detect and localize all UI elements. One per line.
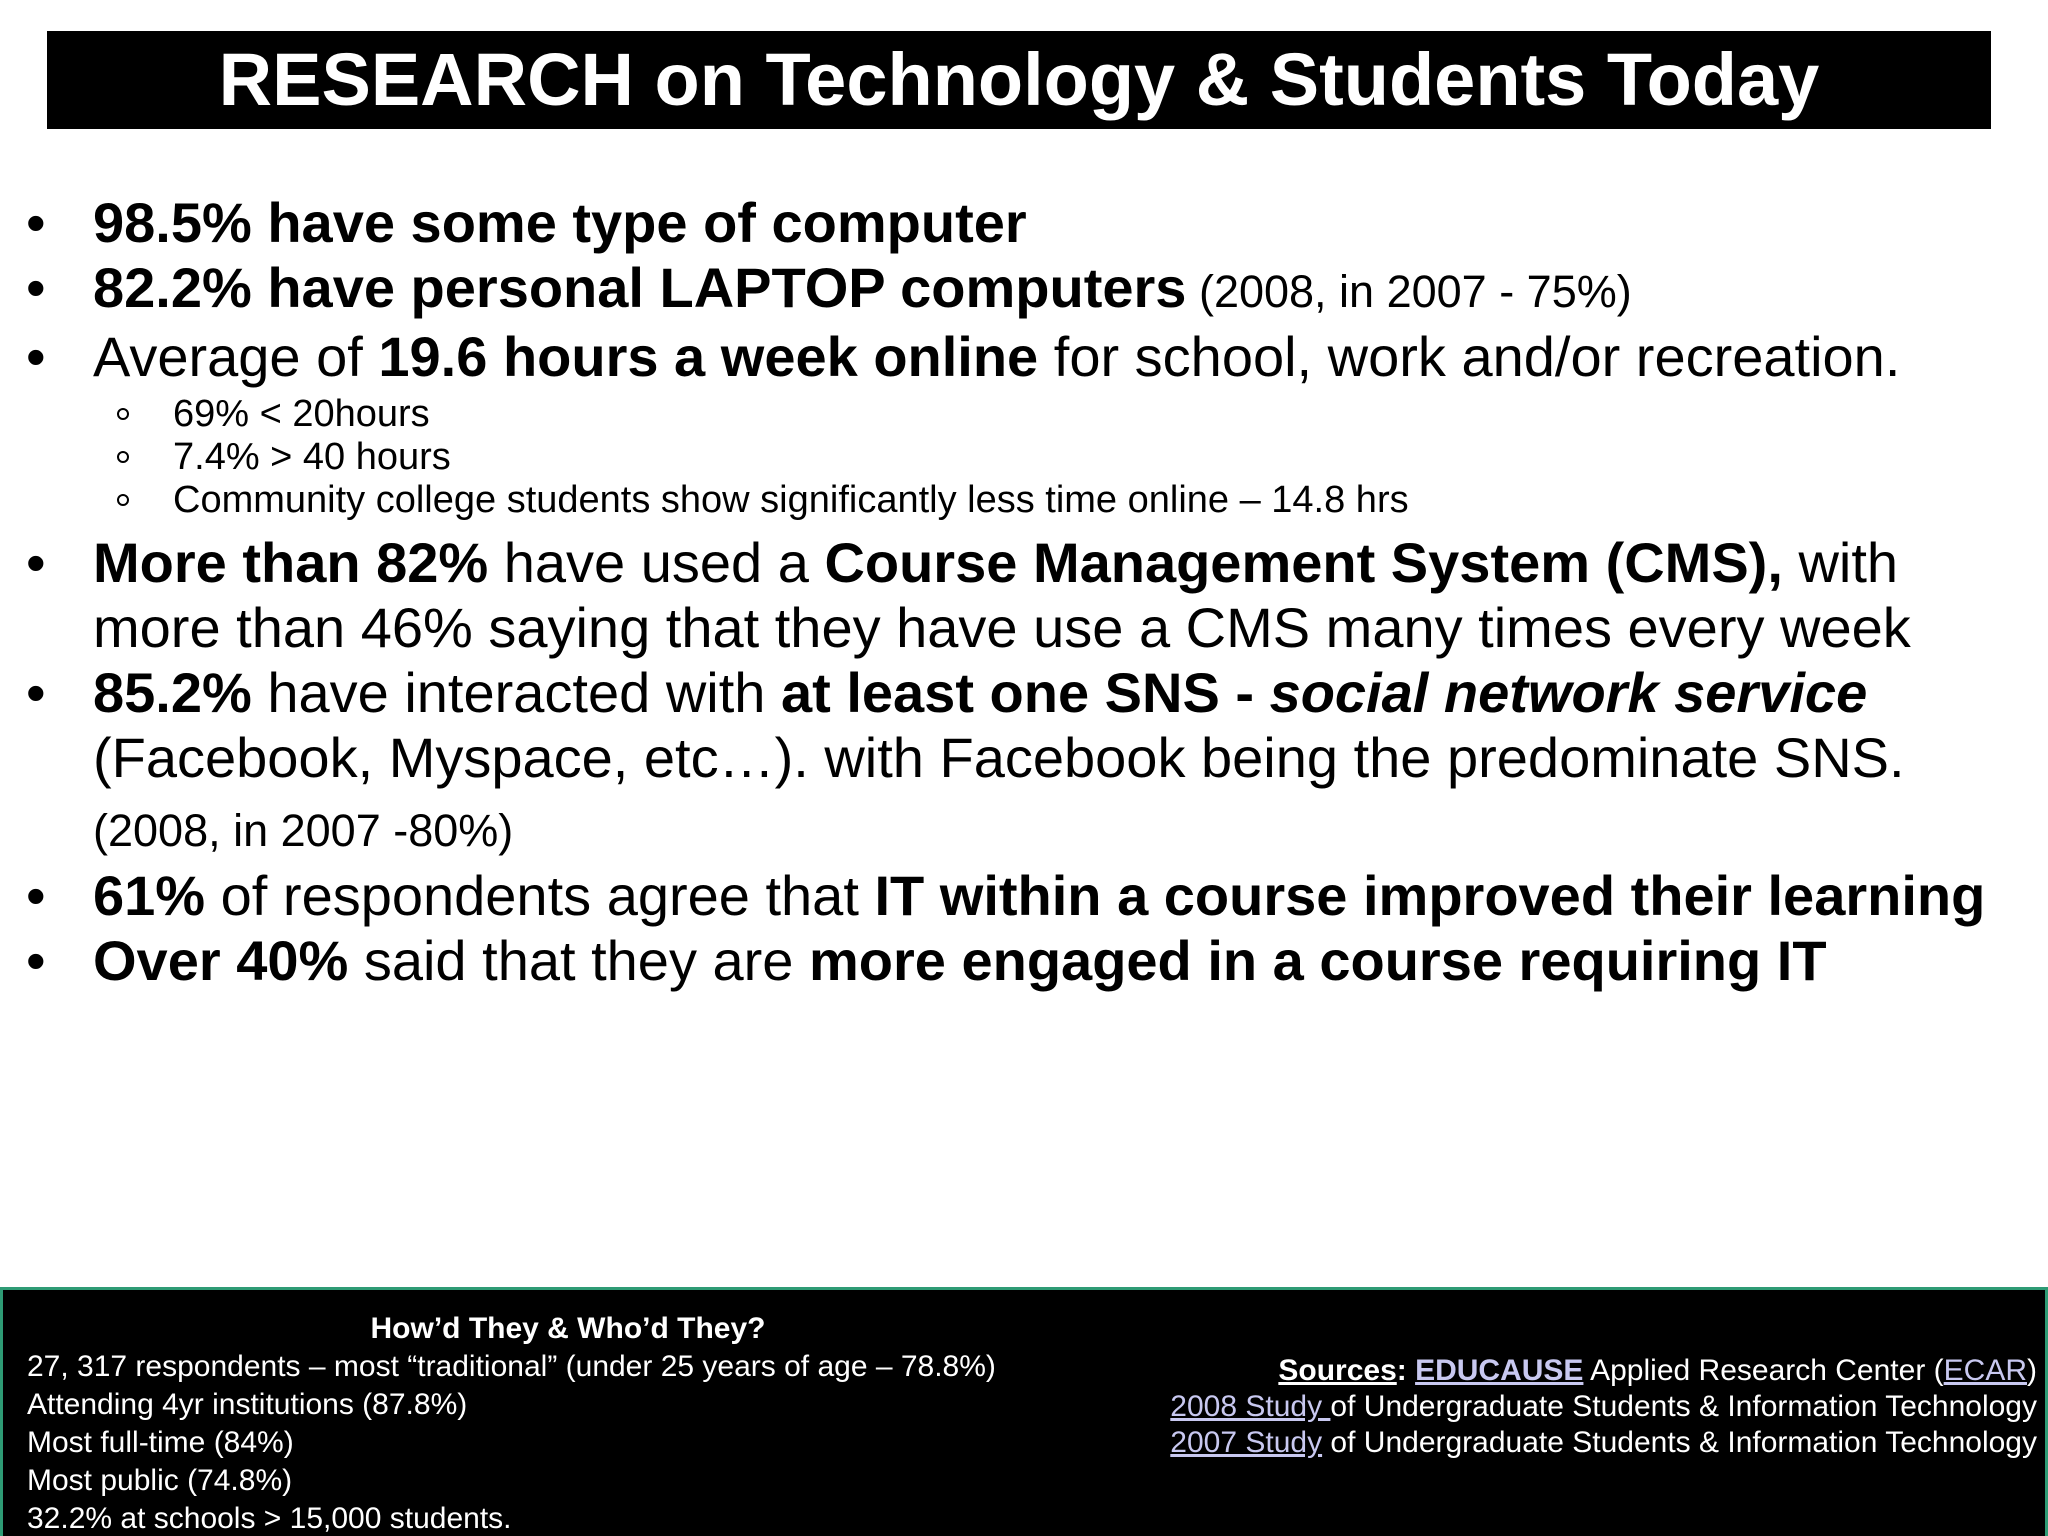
sources-colon: : [1396,1354,1416,1387]
bullet-computer [0,190,2040,255]
bullet-text: have interacted with [251,661,781,724]
methodology-heading: How’d They & Who’d They? [370,1312,766,1345]
title-bar [47,31,1991,129]
sub-item-text: 69% < 20hours [173,393,430,435]
educause-link[interactable]: EDUCAUSE [1415,1354,1584,1387]
bullet-emphasis: 61% [93,864,206,927]
bullet-engaged [0,928,2040,993]
sources-text: of Undergraduate Students & Information Technology [1322,1426,2037,1459]
bullet-text: 98.5% have some type of computer [93,191,1027,254]
circle-bullet-icon [117,451,129,463]
bullet-note: (2008, in 2007 - 75%) [1186,266,1632,317]
bullet-emphasis: Course Management System (CMS), [824,531,1783,594]
bullet-list [0,190,2040,993]
bullet-cms [0,530,2040,660]
ecar-link[interactable]: ECAR [1943,1354,2027,1387]
sub-item-text: Community college students show significantly less time online – 14.8 hrs [173,479,1409,521]
sub-item [93,479,2040,522]
bullet-text: 82.2% have personal LAPTOP computers [93,256,1187,319]
sources-line [1170,1425,2037,1461]
bullet-dot: • [26,531,46,594]
bullet-note: (2008, in 2007 -80%) [93,805,514,856]
bullet-it-learning [0,863,2040,928]
bullet-dot: • [26,929,46,992]
bullet-emphasis: More than 82% [93,531,489,594]
circle-bullet-icon [117,494,129,506]
bullet-text: of respondents agree that [205,864,875,927]
bullet-emphasis: Over 40% [93,929,349,992]
circle-bullet-icon [117,408,129,420]
bullet-dot: • [26,256,46,319]
methodology-line: 32.2% at schools > 15,000 students. [27,1502,512,1535]
sub-item [93,436,2040,479]
slide-title: RESEARCH on Technology & Students Today [218,38,1820,121]
study-2007-link[interactable]: 2007 Study [1170,1426,1323,1459]
sources-line [1170,1353,2037,1389]
sources-block [1170,1353,2037,1461]
bullet-text: have used a [488,531,825,594]
methodology-line: 27, 317 respondents – most “traditional” (under 25 years of age – 78.8%) [27,1350,996,1383]
bullet-sns [0,660,2040,863]
bullet-emphasis: 85.2% [93,661,252,724]
study-2008-link[interactable]: 2008 Study [1170,1390,1331,1423]
sources-line [1170,1389,2037,1425]
bullet-text: (Facebook, Myspace, etc…). with Facebook being the predominate SNS. [93,726,1905,789]
methodology-line: Attending 4yr institutions (87.8%) [27,1388,468,1421]
bullet-emphasis: IT within a course improved their learning [874,864,1986,927]
footer-panel [0,1287,2048,1536]
bullet-hours-online [0,324,2040,522]
sources-label: Sources [1278,1354,1397,1387]
bullet-emphasis: at least one SNS - [780,661,1270,724]
bullet-dot: • [26,191,46,254]
sources-text: of Undergraduate Students & Information Technology [1330,1390,2037,1423]
bullet-laptop [0,255,2040,324]
bullet-emphasis: more engaged in a course requiring IT [809,929,1827,992]
sub-item-text: 7.4% > 40 hours [173,436,451,478]
bullet-text: for school, work and/or recreation. [1038,325,1901,388]
bullet-text: Average of [93,325,379,388]
bullet-text: said that they are [348,929,809,992]
bullet-emphasis: 19.6 hours a week online [378,325,1039,388]
methodology-block [27,1310,1127,1536]
sources-text: Applied Research Center ( [1583,1354,1944,1387]
sub-item [93,393,2040,436]
bullet-dot: • [26,325,46,388]
methodology-line: Most public (74.8%) [27,1464,293,1497]
sub-list [93,393,2040,522]
sources-text: ) [2027,1354,2037,1387]
methodology-line: Most full-time (84%) [27,1426,294,1459]
bullet-dot: • [26,864,46,927]
bullet-emphasis-italic: social network service [1269,661,1868,724]
bullet-dot: • [26,661,46,724]
bullet-text: with more than 46% saying that they have use a CMS many times every week [93,531,1911,659]
